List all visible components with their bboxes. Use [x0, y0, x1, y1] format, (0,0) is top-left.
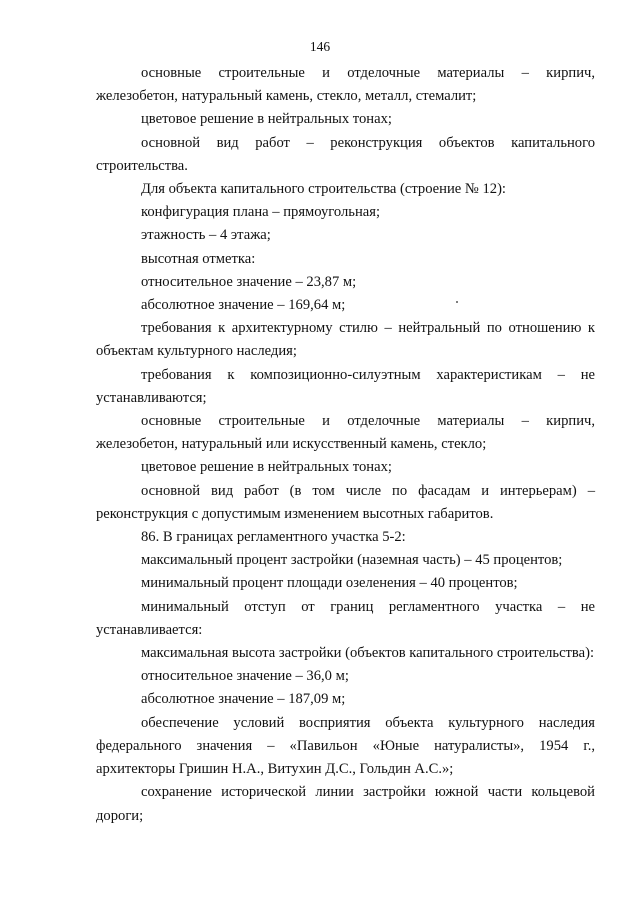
paragraph: требования к архитектурному стилю – нейтральный по отношению к объектам культурного наследия; — [96, 320, 595, 360]
paragraph: относительное значение – 23,87 м; — [141, 273, 357, 290]
paragraph: высотная отметка: — [141, 250, 256, 267]
paragraph: цветовое решение в нейтральных тонах; — [141, 111, 392, 128]
paragraph: максимальный процент застройки (наземная часть) – 45 процентов; — [141, 552, 563, 569]
paragraph: максимальная высота застройки (объектов капитального строительства): — [141, 645, 595, 662]
paragraph: основные строительные и отделочные материалы – кирпич, железобетон, натуральный камень, стекло, металл, стемалит; — [96, 65, 595, 105]
paragraph: цветовое решение в нейтральных тонах; — [141, 459, 392, 476]
paragraph: относительное значение – 36,0 м; — [141, 668, 349, 685]
paragraph: минимальный отступ от границ регламентного участка – не устанавливается: — [96, 598, 595, 638]
paragraph: этажность – 4 этажа; — [141, 227, 271, 244]
paragraph: 86. В границах регламентного участка 5-2: — [141, 529, 406, 546]
paragraph: Для объекта капитального строительства (строение № 12): — [141, 181, 506, 198]
paragraph: абсолютное значение – 187,09 м; — [141, 691, 346, 708]
paragraph: абсолютное значение – 169,64 м; — [141, 297, 346, 314]
paragraph: основной вид работ (в том числе по фасадам и интерьерам) – реконструкция с допустимым изменением высотных габаритов. — [96, 482, 595, 522]
scan-speck — [456, 301, 458, 303]
page-number: 146 — [309, 39, 331, 54]
paragraph: сохранение исторической линии застройки южной части кольцевой дороги; — [96, 784, 595, 824]
paragraph: основные строительные и отделочные материалы – кирпич, железобетон, натуральный или искусственный камень, стекло; — [96, 413, 595, 453]
paragraph: требования к композиционно-силуэтным характеристикам – не устанавливаются; — [96, 366, 595, 406]
paragraph: минимальный процент площади озеленения – 40 процентов; — [141, 575, 518, 592]
paragraph: обеспечение условий восприятия объекта культурного наследия федерального значения – «Павильон «Юные натуралисты», 1954 г., архитекторы Гришин Н.А., Витухин Д.С., Гольдин А.С.»; — [96, 714, 595, 778]
paragraph: конфигурация плана – прямоугольная; — [141, 204, 381, 221]
paragraph: основной вид работ – реконструкция объектов капитального строительства. — [96, 134, 595, 174]
document-body — [96, 62, 595, 828]
